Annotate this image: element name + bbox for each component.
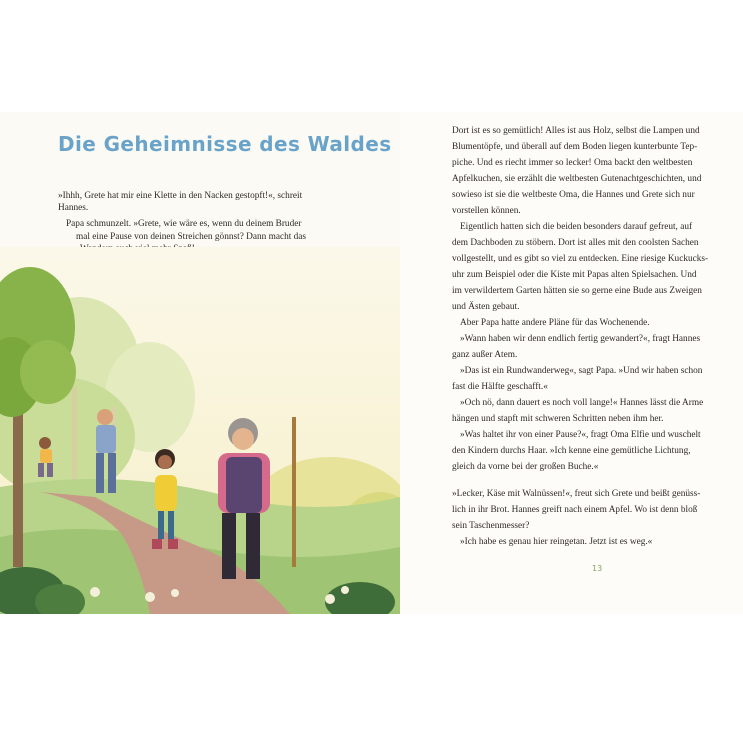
text-line: uhr zum Beispiel oder die Kiste mit Papas alten Spielsachen. Und xyxy=(452,270,697,280)
text-line: ganz außer Atem. xyxy=(452,350,518,360)
text-line: Apfelkuchen, sie erzählt die weltbesten Gutenachtgeschichten, und xyxy=(452,174,702,184)
text-line: Dort ist es so gemütlich! Alles ist aus Holz, selbst die Lampen und xyxy=(452,126,700,136)
left-page xyxy=(0,112,400,614)
text-line: »Och nö, dann dauert es noch voll lange!« Hannes lässt die Arme xyxy=(460,398,704,408)
text-line: dem Dachboden zu stöbern. Dort ist alles mit den coolsten Sachen xyxy=(452,238,699,248)
text-line: vollgestellt, und es gibt so viel zu entdecken. Eine riesige Kuckucks- xyxy=(452,254,709,264)
text-line: piche. Und es riecht immer so lecker! Oma backt den weltbesten xyxy=(452,158,693,168)
text-line: »Ihhh, Grete hat mir eine Klette in den Nacken gestopft!«, schreit xyxy=(58,191,303,201)
text-line: Aber Papa hatte andere Pläne für das Wochenende. xyxy=(460,318,650,328)
forest-illustration xyxy=(0,247,400,614)
text-line: Hannes. xyxy=(58,203,89,213)
text-line: und Ästen gebaut. xyxy=(452,302,520,312)
text-line: Blumentöpfe, und überall auf dem Boden liegen kunterbunte Tep- xyxy=(452,142,698,152)
text-line: im verwildertem Garten hätten sie so gerne eine Bude aus Zweigen xyxy=(452,286,702,296)
text-line: »Lecker, Käse mit Walnüssen!«, freut sich Grete und beißt genüss- xyxy=(452,489,701,499)
text-line: sein Taschenmesser? xyxy=(452,521,530,531)
text-line: »Was haltet ihr von einer Pause?«, fragt Oma Elfie und wuschelt xyxy=(460,430,701,440)
page-number: 13 xyxy=(592,564,603,573)
book-spread xyxy=(0,112,743,614)
text-line: sowieso ist sie die weltbeste Oma, die Hannes und Grete sich nur xyxy=(452,190,695,200)
text-line: vorstellen können. xyxy=(452,206,521,216)
chapter-title: Die Geheimnisse des Waldes xyxy=(58,132,392,156)
text-line: »Das ist ein Rundwanderweg«, sagt Papa. »Und wir haben schon xyxy=(460,366,703,376)
right-page xyxy=(400,112,743,614)
text-line: den Kindern durchs Haar. »Ich kenne eine gemütliche Lichtung, xyxy=(452,446,691,456)
text-line: fast die Hälfte geschafft.« xyxy=(452,382,548,392)
text-line: hängen und stapft mit schweren Schritten neben ihm her. xyxy=(452,414,664,424)
text-line: lich in ihr Brot. Hannes greift nach einem Apfel. Wo ist denn bloß xyxy=(452,505,698,515)
text-line: mal eine Pause von deinen Streichen gönnst? Dann macht das xyxy=(76,232,307,242)
text-line: »Wann haben wir denn endlich fertig gewandert?«, fragt Hannes xyxy=(460,334,701,344)
text-line: gleich da vorne bei der großen Buche.« xyxy=(452,462,599,472)
text-line: »Ich habe es genau hier reingetan. Jetzt ist es weg.« xyxy=(460,537,653,547)
text-line: Eigentlich hatten sich die beiden besonders darauf gefreut, auf xyxy=(460,222,693,232)
text-line: Papa schmunzelt. »Grete, wie wäre es, wenn du deinem Bruder xyxy=(66,219,302,229)
